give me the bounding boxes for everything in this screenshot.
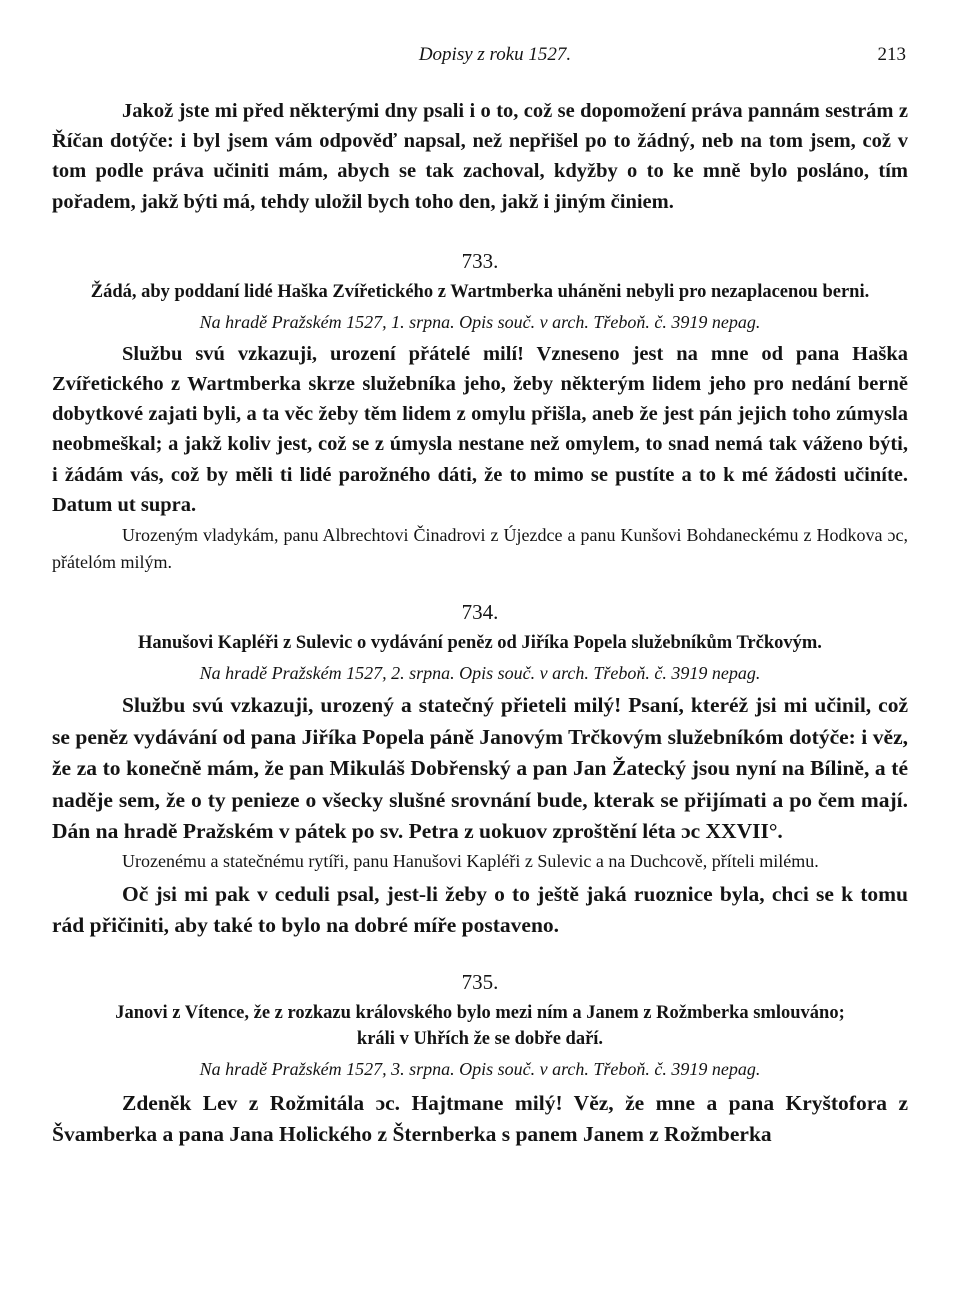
letter-summary (52, 1000, 908, 1052)
letter-734 (52, 598, 908, 942)
letter-source: Na hradě Pražském 1527, 3. srpna. Opis souč. v arch. Třeboň. č. 3919 nepag. (199, 1058, 761, 1079)
letter-body: Službu svú vzkazuji, urození přátelé milí! Vzneseno jest na mne od pana Haška Zvířetického z Wartmberka skrze služebníka jeho, žeby některým lidem jeho pro nedání berně dobytkové zajati byli, a ta věc žeby těm lidem z omylu přišla, aneb že jest pán jejich toho zúmysla neobmeškal; a jakž koliv jest, což se z úmysla nestane než omylem, to snad nemá tak váženo býti, i žádám vás, což by měli ti lidé parožného dáti, že to mimo se pustíte a to k mé žádosti učiníte. Datum ut supra. (52, 342, 908, 516)
letter-address: Urozenému a statečnému rytíři, panu Hanušovi Kapléři z Sulevic a na Duchcově, příteli milému. (122, 850, 819, 871)
document-page (52, 40, 908, 1151)
intro-paragraph: Jakož jste mi před některými dny psali i o to, což se dopomožení práva pannám sestrám z Říčan dotýče: i byl jsem vám odpověď napsal, než nepřišel po to žádný, neb na tom jsem, což v tom podle práva učiniti mám, abych se tak zachoval, kdyžby o to ke mně bylo posláno, tím pořadem, jakž býti má, tehdy uložil bych toho den, jakž i jiným činiem. (52, 100, 908, 213)
letter-number: 735. (461, 969, 499, 994)
running-header (52, 40, 908, 70)
letter-source: Na hradě Pražském 1527, 1. srpna. Opis souč. v arch. Třeboň. č. 3919 nepag. (199, 311, 761, 332)
letter-summary-line: králi v Uhřích že se dobře daří. (356, 1028, 604, 1049)
letter-summary: Žádá, aby poddaní lidé Haška Zvířetického z Wartmberka uháněni nebyli pro nezaplacenou berni. (90, 281, 870, 302)
letter-body: Zdeněk Lev z Rožmitála ɔc. Hajtmane milý! Věz, že mne a pana Kryštofora z Švamberka a pana Jana Holického z Šternberka s panem Janem z Rožmberka (52, 1090, 908, 1147)
letter-summary-line: Janovi z Vítence, že z rozkazu královského bylo mezi ním a Janem z Rožmberka smlouváno; (115, 1002, 845, 1023)
letter-postscript: Oč jsi mi pak v ceduli psal, jest-li žeby o to ještě jaká ruoznice byla, chci se k tomu rád přičiniti, aby také to bylo na dobré míře postaveno. (52, 881, 908, 938)
letter-735 (52, 968, 908, 1151)
letter-summary: Hanušovi Kapléři z Sulevic o vydávání peněz od Jiříka Popela služebníkům Trčkovým. (138, 633, 822, 654)
letter-number: 734. (461, 600, 499, 625)
running-title: Dopisy z roku 1527. (418, 44, 572, 65)
letter-number: 733. (461, 248, 499, 273)
letter-body: Službu svú vzkazuji, urozený a statečný přieteli milý! Psaní, kteréž jsi mi učinil, což se peněz vydávání od pana Jiříka Popela páně Janovým Trčkovým služebníkóm dotýče: i věz, že za to konečně mám, že pan Mikuláš Dobřenský a pan Jan Žatecký jsou nyní na Bílině, a té naděje sem, že o ty penieze o všecky slušné srovnání bude, kterak se přijímati a po čem mají. Dán na hradě Pražském v pátek po sv. Petra z uokuov zproštění léta ɔc XXVII°. (52, 693, 908, 844)
letter-address: Urozeným vladykám, panu Albrechtovi Činadrovi z Újezdce a panu Kunšovi Bohdaneckému z Hodkova ɔc, přátelóm milým. (52, 525, 908, 573)
letter-733 (52, 247, 908, 576)
letter-source: Na hradě Pražském 1527, 2. srpna. Opis souč. v arch. Třeboň. č. 3919 nepag. (199, 663, 761, 684)
page-number: 213 (877, 44, 906, 65)
